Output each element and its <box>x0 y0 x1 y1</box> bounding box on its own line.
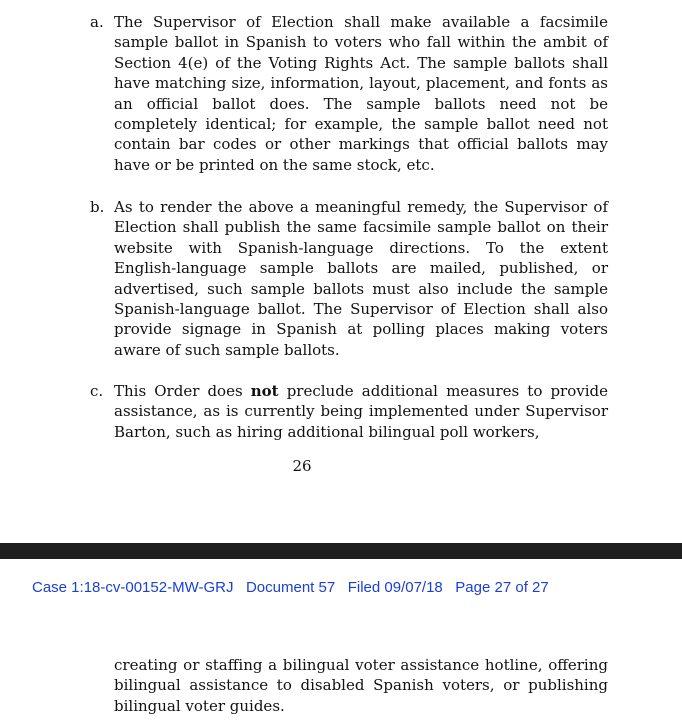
case-number: Case 1:18-cv-00152-MW-GRJ <box>32 579 234 596</box>
list-marker: a. <box>90 13 104 31</box>
case-header <box>32 578 549 598</box>
paragraph-b: As to render the above a meaningful remedy, the Supervisor of Election shall publish the same facsimile sample ballot on their website with Spanish-language directions. To the extent English-language sample ballots are mailed, published, or advertised, such sample ballots must also include the sample Spanish-language ballot. The Supervisor of Election shall also provide signage in Spanish at polling places making voters aware of such sample ballots. <box>114 198 608 359</box>
page-count: Page 27 of 27 <box>455 579 549 596</box>
paragraph-c <box>114 381 608 442</box>
continued-paragraph: creating or staffing a bilingual voter assistance hotline, offering bilingual assistance to disabled Spanish voters, or publishing bilingual voter guides. <box>114 656 608 715</box>
page-divider <box>0 543 682 559</box>
list-marker: c. <box>90 382 104 400</box>
list-marker: b. <box>90 198 105 216</box>
paragraph-a: The Supervisor of Election shall make available a facsimile sample ballot in Spanish to voters who fall within the ambit of Section 4(e) of the Voting Rights Act. The sample ballots shall have matching size, information, layout, placement, and fonts as an official ballot does. The sample ballots need not be completely identical; for example, the sample ballot need not contain bar codes or other markings that official ballots may have or be printed on the same stock, etc. <box>114 13 608 174</box>
emphasis-not: not <box>250 382 279 400</box>
filed-date: Filed 09/07/18 <box>347 579 443 596</box>
text-after: preclude additional measures to provide assistance, as is currently being implemented under Supervisor Barton, such as hiring additional bilingual poll workers, <box>114 382 608 441</box>
document-number: Document 57 <box>245 579 336 596</box>
text-before: This Order does <box>114 382 251 400</box>
page-number: 26 <box>292 457 312 475</box>
